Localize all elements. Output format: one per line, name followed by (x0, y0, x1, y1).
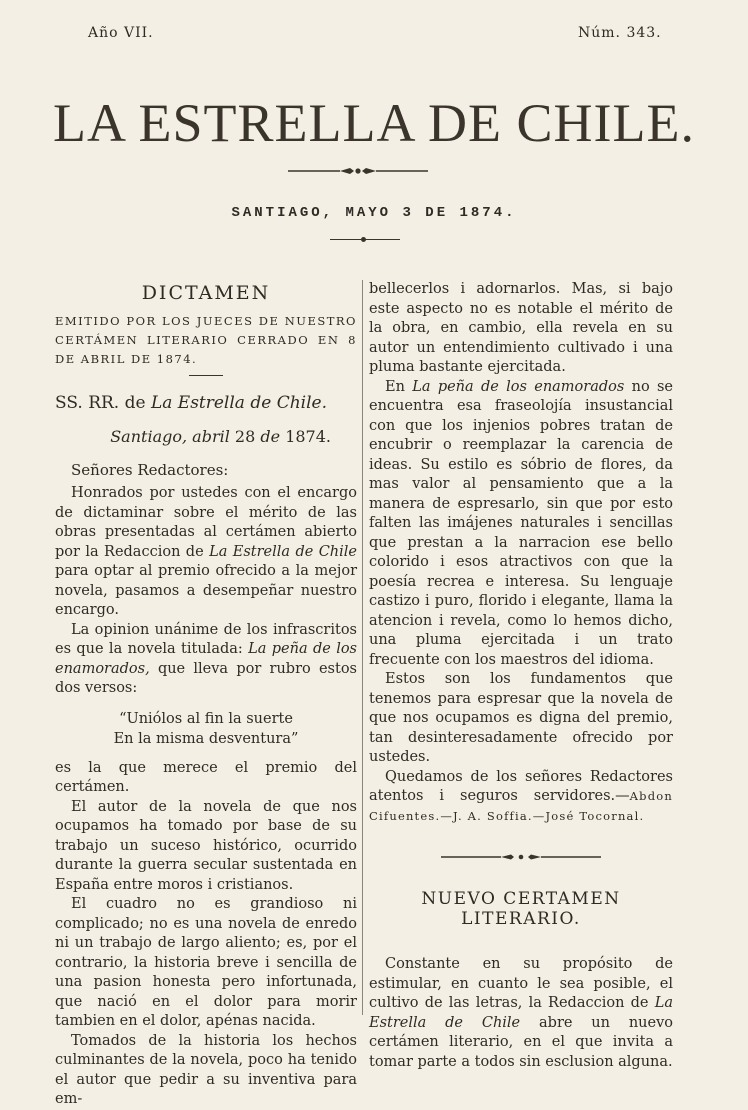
letter-salutation: Señores Redactores: (71, 460, 229, 479)
article-title-nuevo-certamen: NUEVO CERTAMEN LITERARIO. (421, 889, 621, 929)
short-rule (189, 375, 223, 376)
signatures: Abdon Cifuentes.—J. A. Soffia.—José Tocornal. (369, 789, 673, 823)
place-date-day: 28 (234, 427, 256, 446)
left-column (55, 280, 357, 1110)
certamen-paragraph (369, 955, 673, 1072)
letter-place-date (55, 427, 357, 447)
certamen-text-b: abre un nuevo certámen literario, en el que invita a tomar parte a todos sin esclusion alguna. (369, 1014, 674, 1070)
paragraph-1-text-b: para optar al premio ofrecido a la mejor novela, pasamos a desempeñar nuestro encargo. (55, 563, 357, 618)
column-divider (362, 280, 363, 1015)
paragraph-9 (369, 768, 673, 827)
epigraph-verse (55, 709, 357, 749)
paragraph-7-text-b: no se encuentra esa fraseolojía insustancial con que los injenios pobres tratan de encubrir o reemplazar la carencia de ideas. Su estilo es sóbrio de flores, da mas valor al pensamiento que a la manera de espresarlo, sin que por esto falten las imájenes naturales i sencillas que prestan a la narracion ese bello colorido i esos atractivos con que la poesía recrea e interesa. Su lenguaje castizo i puro, florido i elegante, llama la atencion i revela, como lo hemos dicho, una pluma ejercitada i un trato frecuente con los maestros del idioma. (369, 378, 674, 668)
paragraph-7-text-a: En (385, 378, 405, 395)
certamen-paper: La Estrella de Chile (369, 995, 674, 1031)
issue-year: Año VII. (88, 25, 154, 41)
paragraph-4: El autor de la novela de que nos ocupamos ha tomado por base de su trabajo un suceso histórico, ocurrido durante la guerra secular sustentada en España entre moros i cristianos. (55, 798, 357, 893)
right-column (369, 280, 673, 1072)
dateline-rule (330, 239, 400, 240)
place-date-text: Santiago, abril (110, 427, 230, 446)
masthead-title: LA ESTRELLA DE CHILE. (53, 93, 695, 153)
section-ornament-icon (441, 852, 601, 862)
paragraph-1-paper: La Estrella de Chile (209, 543, 357, 560)
paragraph-2-text-b: que lleva por rubro estos dos versos: (55, 660, 357, 696)
letter-addressee (55, 394, 357, 414)
addressee-prefix: SS. RR. de (55, 392, 146, 413)
paragraph-2-novel-title: La peña de los enamorados, (55, 641, 357, 677)
verse-line-2: En la misma desventura” (113, 730, 299, 747)
issue-dateline: SANTIAGO, MAYO 3 DE 1874. (231, 205, 517, 221)
paragraph-9-text: Quedamos de los señores Redactores atentos i seguros servidores.— (369, 768, 673, 804)
paragraph-8: Estos son los fundamentos que tenemos para espresar que la novela de que nos ocupamos es digna del premio, tan desinteresadamente ofrecido por ustedes. (369, 671, 673, 765)
verse-line-1: “Uniólos al fin la suerte (119, 710, 293, 727)
paragraph-2 (55, 621, 357, 699)
article-subtitle: EMITIDO POR LOS JUECES DE NUESTRO CERTÁMEN LITERARIO CERRADO EN 8 DE ABRIL DE 1874. (55, 313, 357, 366)
paragraph-6-cont: bellecerlos i adornarlos. Mas, si bajo este aspecto no es notable el mérito de la obra, en cambio, ella revela en su autor un entendimiento cultivado i una pluma bastante ejercitada. (369, 281, 673, 375)
place-date-de: de (260, 427, 281, 446)
masthead-ornament-icon (288, 165, 428, 177)
paragraph-7-novel-title: La peña de los enamorados (412, 378, 625, 395)
addressee-paper: La Estrella de Chile. (150, 392, 327, 413)
article-title-dictamen: DICTAMEN (141, 282, 271, 304)
paragraph-2-text-a: La opinion unánime de los infrascritos es que la novela titulada: (55, 621, 357, 657)
issue-number: Núm. 343. (578, 25, 662, 41)
paragraph-3: es la que merece el premio del certámen. (55, 759, 357, 795)
paragraph-5: El cuadro no es grandioso ni complicado; no es una novela de enredo ni un trabajo de largo aliento; es, por el contrario, la historia breve i sencilla de una pasion honesta pero infortunada, que nació en el dolor para morir tambien en el dolor, apénas nacida. (55, 896, 357, 1029)
paragraph-7 (369, 378, 673, 671)
paragraph-1-text-a: Honrados por ustedes con el encargo de dictaminar sobre el mérito de las obras presentadas al certámen abierto por la Redaccion de (55, 485, 357, 560)
certamen-text-a: Constante en su propósito de estimular, en cuanto le sea posible, el cultivo de las letras, la Redaccion de (369, 956, 673, 1011)
place-date-year: 1874. (285, 427, 331, 446)
paragraph-6-start: Tomados de la historia los hechos culminantes de la novela, poco ha tenido el autor que pedir a su inventiva para em- (55, 1032, 357, 1107)
paragraph-1 (55, 484, 357, 621)
